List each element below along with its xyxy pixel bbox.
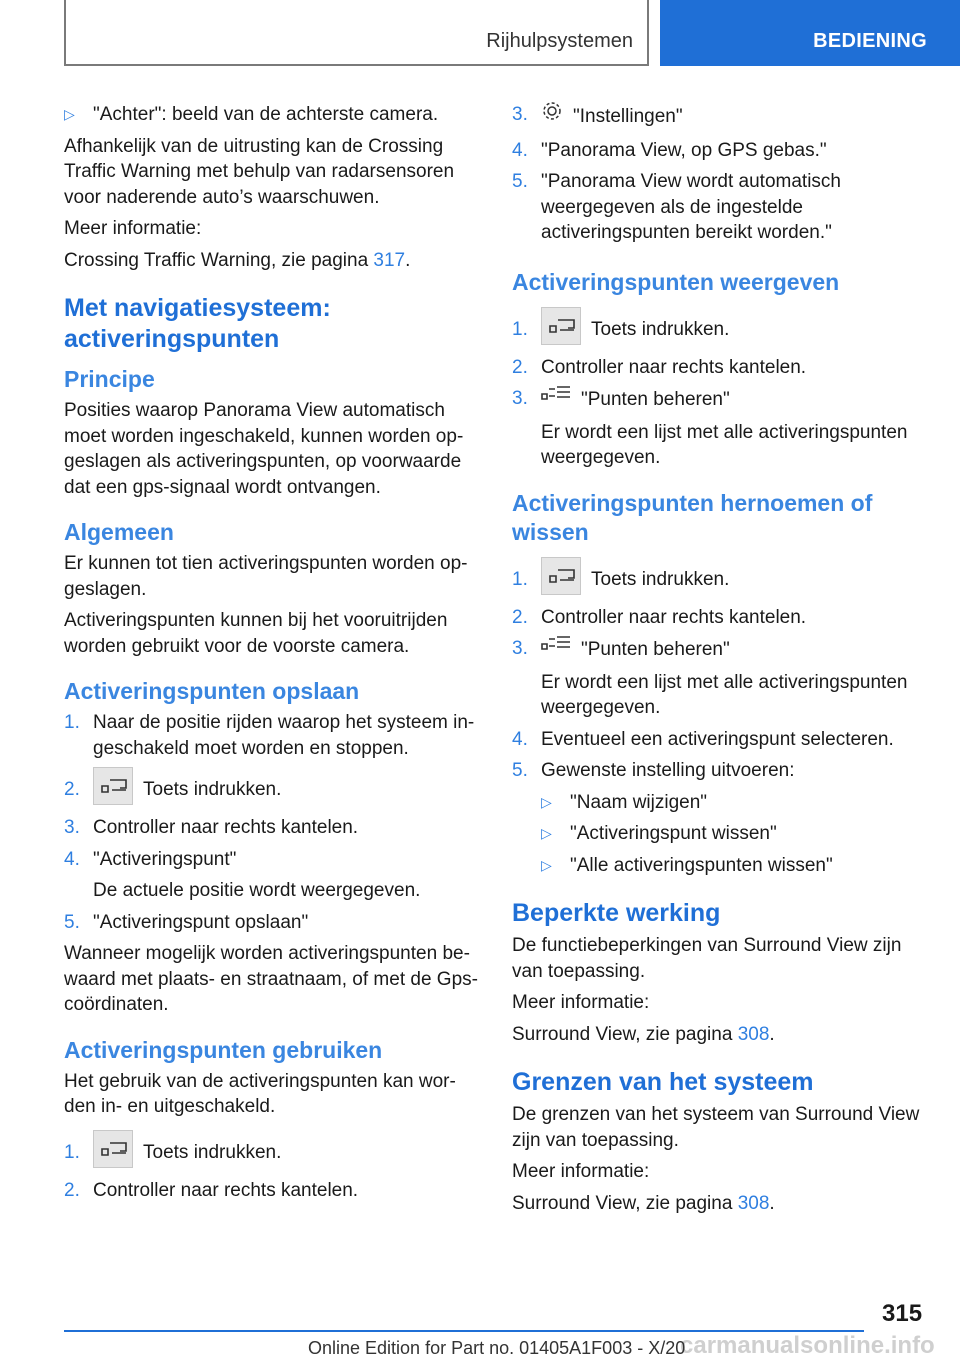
list-item: 1. Toets indrukken.: [512, 561, 926, 599]
paragraph: Meer informatie:: [512, 992, 650, 1014]
paragraph: Posities waarop Panorama View automatisch moet worden ingeschakeld, kunnen worden opgeslagen als activeringspunten, op voorwaarde dat een gps-signaal wordt ontvangen.: [64, 400, 464, 498]
footer-edition: Online Edition for Part no. 01405A1F003 - X/20: [308, 1338, 686, 1358]
list-item: 1. Toets indrukken.: [512, 311, 926, 349]
paragraph: Meer informatie:: [64, 218, 202, 239]
list-item: 3. Controller naar rechts kantelen.: [64, 817, 359, 839]
heading-gebruiken: Activeringspunten gebruiken: [64, 1036, 383, 1063]
paragraph: Er kunnen tot tien activeringspunten worden opgeslagen.: [64, 553, 468, 600]
heading-weergeven: Activeringspunten weergeven: [512, 268, 840, 295]
header-section-box: [64, 0, 649, 66]
paragraph: Wanneer mogelijk worden activeringspunten bewaard met plaats- en straatnaam, of met de Gps-coördinaten.: [64, 943, 478, 1016]
header-chapter-box: [660, 0, 960, 66]
camera-button-icon[interactable]: [541, 557, 581, 595]
paragraph: Afhankelijk van de uitrusting kan de Crossing Traffic Warning met behulp van radarsensoren voor naderende auto’s waarschuwen.: [64, 135, 455, 208]
triangle-bullet-icon: ▷: [541, 825, 552, 842]
paragraph: Surround View, zie pagina 308.: [512, 1023, 775, 1045]
section-heading-beperkte: Beperkte werking: [512, 899, 721, 928]
list-item: 4. Eventueel een activeringspunt selecteren.: [512, 728, 894, 750]
heading-algemeen: Algemeen: [64, 519, 174, 545]
paragraph: Activeringspunten kunnen bij het vooruitrijden worden gebruikt voor de voorste camera.: [64, 610, 448, 657]
list-item: 2. Toets indrukken.: [64, 771, 478, 809]
triangle-bullet-icon: ▷: [541, 856, 552, 873]
list-item: 2. Controller naar rechts kantelen.: [64, 1179, 359, 1201]
page-number: 315: [882, 1300, 923, 1327]
list-item: 5. "Panorama View wordt automatisch weergegeven als de ingestelde activeringspunten bereikt worden.": [512, 171, 841, 243]
header-section-title: Rijhulpsystemen: [486, 30, 633, 52]
camera-button-icon[interactable]: [541, 307, 581, 345]
paragraph: De grenzen van het systeem van Surround View zijn van toepassing.: [512, 1104, 920, 1151]
list-item: 1. Toets indrukken.: [64, 1134, 478, 1172]
list-item: 3. "Punten beheren": [512, 636, 926, 664]
list-item: 4. "Activeringspunt": [64, 848, 237, 870]
list-item: 3. "Punten beheren": [512, 386, 926, 414]
list-item: 1. Naar de positie rijden waarop het systeem ingeschakeld moet worden en stoppen.: [64, 712, 475, 759]
paragraph: Crossing Traffic Warning, zie pagina 317.: [64, 249, 411, 271]
list-item: 5. "Activeringspunt opslaan": [64, 911, 309, 933]
heading-principe: Principe: [64, 366, 155, 392]
paragraph: Meer informatie:: [512, 1161, 650, 1183]
page-link-317[interactable]: 317: [373, 249, 406, 271]
list-item: 3. "Instellingen": [512, 102, 926, 132]
page-link-308[interactable]: 308: [737, 1192, 770, 1214]
list-item-continuation: Er wordt een lijst met alle activeringspunten weergegeven.: [541, 671, 908, 719]
list-item: 5. Gewenste instelling uitvoeren:: [512, 760, 795, 782]
camera-button-icon[interactable]: [93, 1130, 133, 1168]
list-item-continuation: Er wordt een lijst met alle activeringspunten weergegeven.: [541, 421, 908, 469]
list-item: 2. Controller naar rechts kantelen.: [512, 356, 807, 378]
camera-button-icon[interactable]: [93, 767, 133, 805]
list-item: 4. "Panorama View, op GPS gebas.": [512, 139, 827, 161]
right-column: [512, 102, 926, 1222]
section-heading-nav: Met navigatiesysteem: activeringspunten: [64, 294, 331, 353]
left-column: [64, 102, 478, 1209]
list-item: 2. Controller naar rechts kantelen.: [512, 606, 807, 628]
heading-opslaan: Activeringspunten opslaan: [64, 678, 360, 704]
list-item: ▷ "Achter": beeld van de achterste camera.: [64, 102, 478, 128]
paragraph: Surround View, zie pagina 308.: [512, 1192, 775, 1214]
heading-hernoemen: Activeringspunten hernoemen of wissen: [512, 489, 873, 545]
paragraph: Het gebruik van de activeringspunten kan worden in- en uitgeschakeld.: [64, 1070, 456, 1118]
paragraph: De functiebeperkingen van Surround View zijn van toepassing.: [512, 935, 902, 982]
page-link-308[interactable]: 308: [737, 1023, 770, 1045]
section-heading-grenzen: Grenzen van het systeem: [512, 1068, 814, 1097]
watermark: carmanualsonline.info: [680, 1332, 935, 1359]
list-manage-icon: [541, 634, 571, 662]
list-item-continuation: De actuele positie wordt weergegeven.: [93, 880, 421, 902]
gear-icon: [541, 100, 563, 130]
triangle-bullet-icon: ▷: [64, 106, 75, 122]
option-item: ▷ "Naam wijzigen": [541, 790, 926, 816]
option-item: ▷ "Alle activeringspunten wissen": [541, 853, 926, 879]
list-manage-icon: [541, 384, 571, 412]
triangle-bullet-icon: ▷: [541, 793, 552, 810]
header-chapter-title: BEDIENING: [813, 30, 927, 52]
option-item: ▷ "Activeringspunt wissen": [541, 821, 926, 847]
